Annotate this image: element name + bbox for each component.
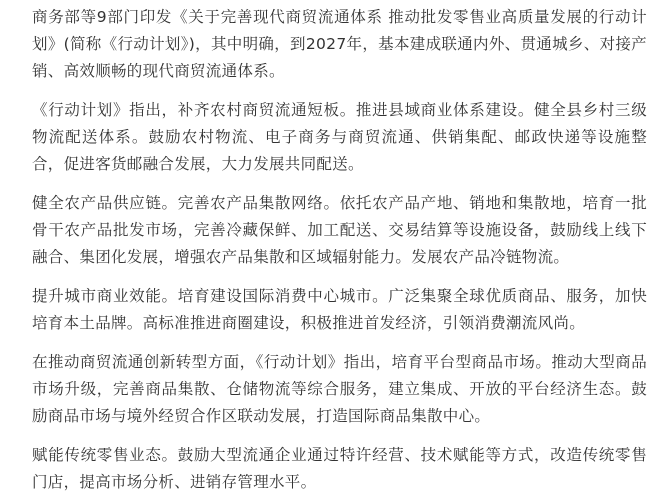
paragraph-urban-commerce: 提升城市商业效能。培育建设国际消费中心城市。广泛集聚全球优质商品、服务，加快培育本土品牌。高标准推进商圈建设，积极推进首发经济，引领消费潮流风尚。 (32, 287, 647, 332)
paragraph-traditional-retail: 赋能传统零售业态。鼓励大型流通企业通过特许经营、技术赋能等方式，改造传统零售门店，提高市场分析、进销存管理水平。 (32, 446, 647, 491)
paragraph-platform-markets: 在推动商贸流通创新转型方面，《行动计划》指出，培育平台型商品市场。推动大型商品市场升级，完善商品集散、仓储物流等综合服务，建立集成、开放的平台经济生态。鼓励商品市场与境外经贸合作区联动发展，打造国际商品集散中心。 (32, 353, 647, 425)
paragraph-agri-supply-chain: 健全农产品供应链。完善农产品集散网络。依托农产品产地、销地和集散地，培育一批骨干农产品批发市场，完善冷藏保鲜、加工配送、交易结算等设施设备，鼓励线上线下融合、集团化发展，增强农产品集散和区域辐射能力。发展农产品冷链物流。 (32, 194, 647, 266)
paragraph-rural-commerce: 《行动计划》指出，补齐农村商贸流通短板。推进县域商业体系建设。健全县乡村三级物流配送体系。鼓励农村物流、电子商务与商贸流通、供销集配、邮政快递等设施整合，促进客货邮融合发展，大力发展共同配送。 (32, 101, 647, 173)
paragraph-action-plan-goal: 商务部等9部门印发《关于完善现代商贸流通体系 推动批发零售业高质量发展的行动计划》(简称《行动计划》)，其中明确，到2027年，基本建成联通内外、贯通城乡、对接产销、高效顺畅的现代商贸流通体系。 (32, 8, 647, 80)
